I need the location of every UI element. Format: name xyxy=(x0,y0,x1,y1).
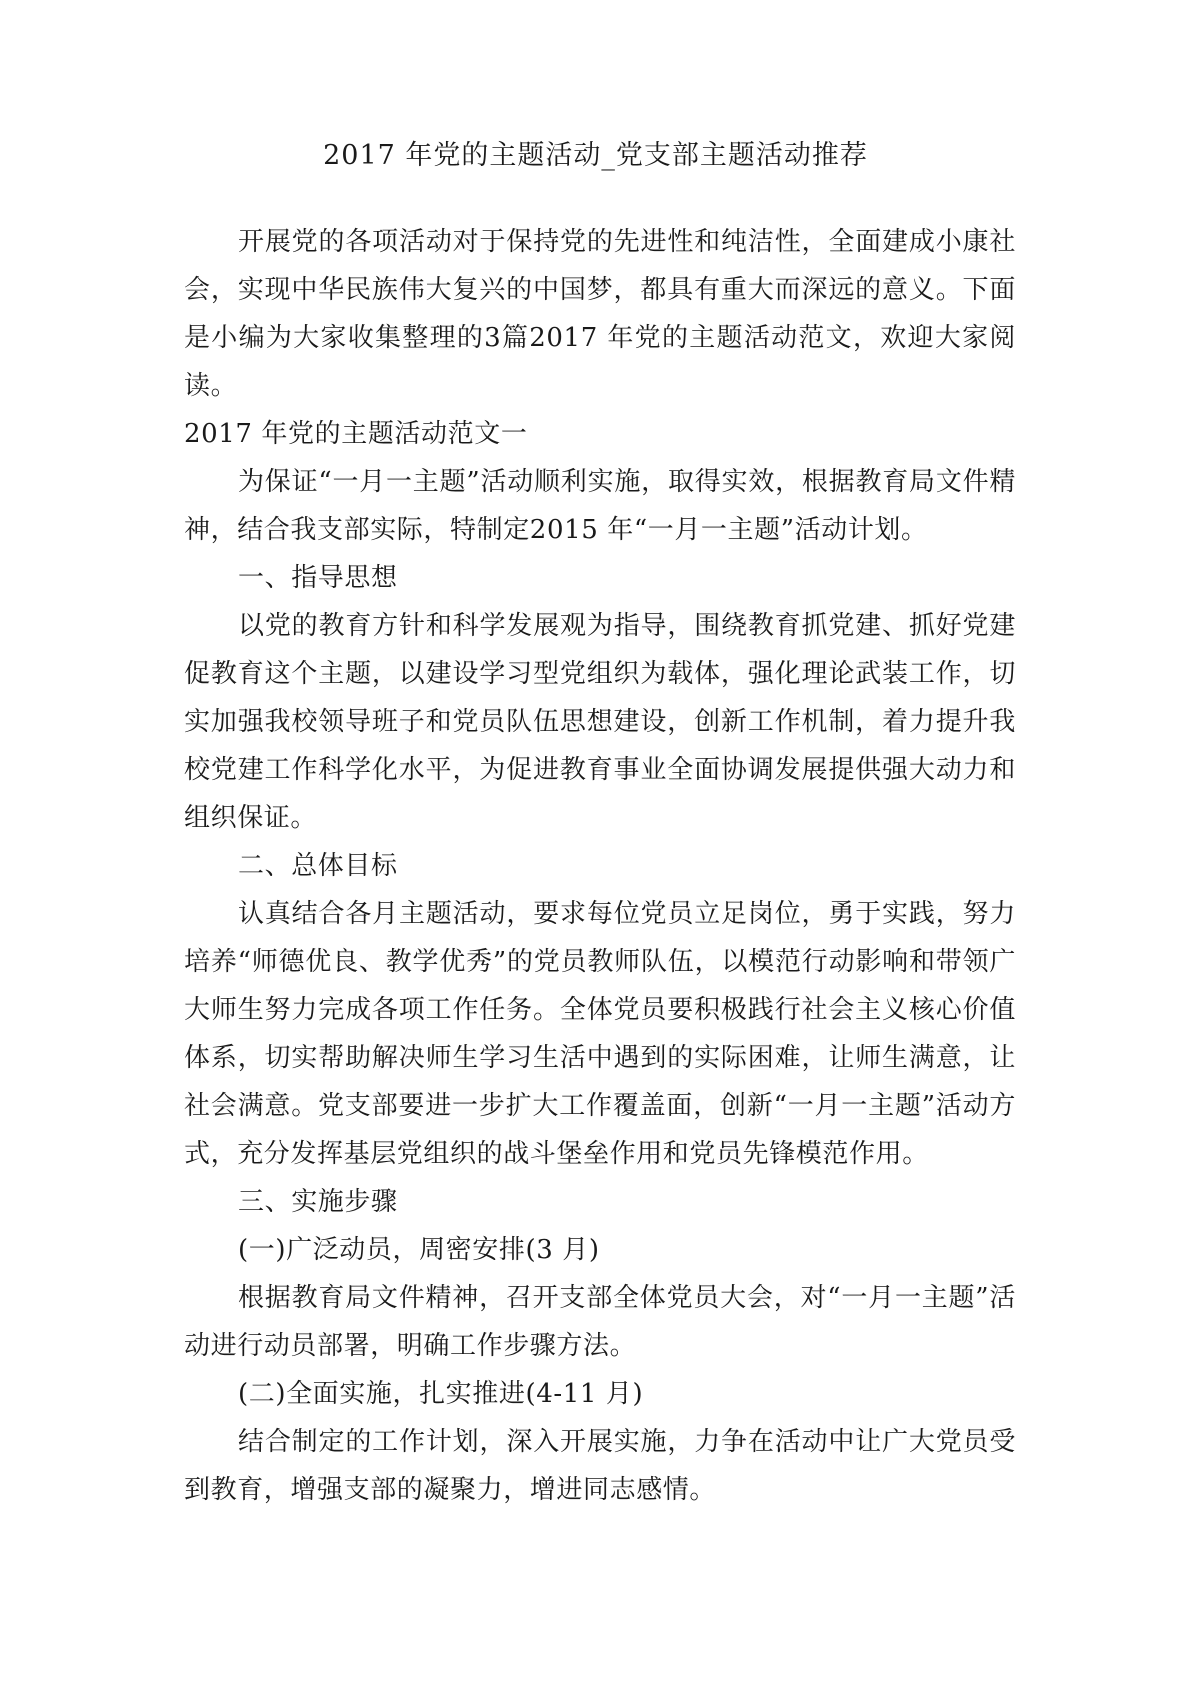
intro-paragraph: 开展党的各项活动对于保持党的先进性和纯洁性，全面建成小康社会，实现中华民族伟大复兴的中国梦，都具有重大而深远的意义。下面是小编为大家收集整理的3篇2017 年党的主题活动范文，欢迎大家阅读。 xyxy=(184,227,1016,401)
heading-guiding-ideology: 一、指导思想 xyxy=(238,563,398,593)
document-title: 2017 年党的主题活动_党支部主题活动推荐 xyxy=(323,140,868,171)
heading-implementation-steps: 三、实施步骤 xyxy=(238,1187,398,1217)
subheading-step-two: (二)全面实施，扎实推进(4-11 月) xyxy=(238,1379,644,1409)
step-two-paragraph: 结合制定的工作计划，深入开展实施，力争在活动中让广大党员受到教育，增强支部的凝聚力，增进同志感情。 xyxy=(184,1427,1016,1505)
document-body xyxy=(184,218,1016,1514)
guiding-ideology-paragraph: 以党的教育方针和科学发展观为指导，围绕教育抓党建、抓好党建促教育这个主题，以建设学习型党组织为载体，强化理论武装工作，切实加强我校领导班子和党员队伍思想建设，创新工作机制，着力提升我校党建工作科学化水平，为促进教育事业全面协调发展提供强大动力和组织保证。 xyxy=(184,611,1016,833)
purpose-paragraph: 为保证“一月一主题”活动顺利实施，取得实效，根据教育局文件精神，结合我支部实际，特制定2015 年“一月一主题”活动计划。 xyxy=(184,467,1016,545)
overall-goal-paragraph: 认真结合各月主题活动，要求每位党员立足岗位，勇于实践，努力培养“师德优良、教学优秀”的党员教师队伍，以模范行动影响和带领广大师生努力完成各项工作任务。全体党员要积极践行社会主义核心价值体系，切实帮助解决师生学习生活中遇到的实际困难，让师生满意，让社会满意。党支部要进一步扩大工作覆盖面，创新“一月一主题”活动方式，充分发挥基层党组织的战斗堡垒作用和党员先锋模范作用。 xyxy=(184,899,1016,1169)
heading-overall-goal: 二、总体目标 xyxy=(238,851,398,881)
step-one-paragraph: 根据教育局文件精神，召开支部全体党员大会，对“一月一主题”活动进行动员部署，明确工作步骤方法。 xyxy=(184,1283,1016,1361)
subheading-step-one: (一)广泛动员，周密安排(3 月) xyxy=(238,1235,600,1265)
section-heading-sample-one: 2017 年党的主题活动范文一 xyxy=(184,419,528,449)
